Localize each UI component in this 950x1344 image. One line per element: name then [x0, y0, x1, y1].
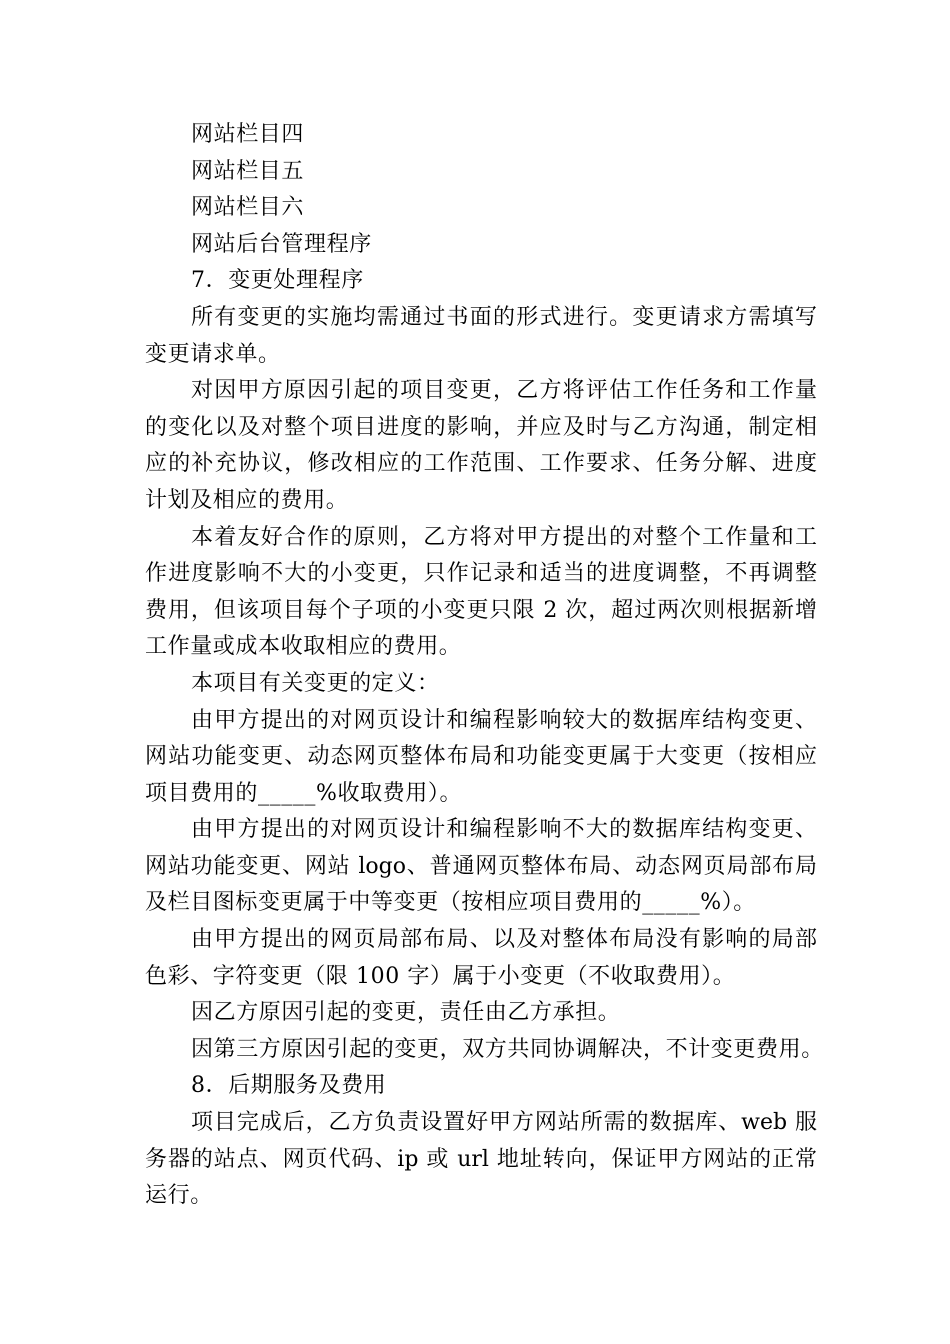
paragraph-line: 色彩、字符变更（限 100 字）属于小变更（不收取费用）。 — [145, 963, 736, 989]
section-heading: 8．后期服务及费用 — [191, 1073, 387, 1099]
paragraph-line: 由甲方提出的对网页设计和编程影响不大的数据库结构变更、 — [191, 817, 817, 843]
text-line: 网站栏目四 — [191, 122, 305, 147]
paragraph-line: 作进度影响不大的小变更，只作记录和适当的进度调整，不再调整 — [145, 561, 817, 587]
paragraph-line: 网站功能变更、动态网页整体布局和功能变更属于大变更（按相应 — [145, 744, 817, 770]
paragraph-line: 务器的站点、网页代码、ip 或 url 地址转向，保证甲方网站的正常 — [145, 1146, 817, 1172]
paragraph-line: 运行。 — [145, 1183, 213, 1209]
paragraph-line: 工作量或成本收取相应的费用。 — [145, 634, 462, 660]
paragraph-line: 由甲方提出的网页局部布局、以及对整体布局没有影响的局部 — [191, 927, 817, 953]
paragraph-line: 因第三方原因引起的变更，双方共同协调解决，不计变更费用。 — [191, 1036, 824, 1062]
paragraph-line: 网站功能变更、网站 logo、普通网页整体布局、动态网页局部布局 — [145, 853, 817, 879]
text-line: 网站后台管理程序 — [191, 231, 372, 257]
paragraph-line: 由甲方提出的对网页设计和编程影响较大的数据库结构变更、 — [191, 707, 817, 733]
paragraph-line: 因乙方原因引起的变更，责任由乙方承担。 — [191, 1000, 621, 1026]
paragraph-line: 及栏目图标变更属于中等变更（按相应项目费用的_____%）。 — [145, 890, 756, 916]
text-line: 网站栏目六 — [191, 195, 305, 221]
paragraph-line: 本着友好合作的原则，乙方将对甲方提出的对整个工作量和工 — [191, 524, 817, 550]
paragraph-line: 本项目有关变更的定义： — [191, 670, 440, 696]
section-heading: 7．变更处理程序 — [191, 268, 364, 294]
paragraph-line: 对因甲方原因引起的项目变更，乙方将评估工作任务和工作量 — [191, 378, 817, 404]
text-line: 网站栏目五 — [191, 158, 305, 184]
paragraph-line: 计划及相应的费用。 — [145, 487, 349, 513]
paragraph-line: 变更请求单。 — [145, 341, 281, 367]
paragraph-line: 费用，但该项目每个子项的小变更只限 2 次，超过两次则根据新增 — [145, 597, 817, 623]
document-body — [145, 117, 824, 1215]
paragraph-line: 项目费用的_____%收取费用）。 — [145, 780, 463, 806]
paragraph-line: 项目完成后，乙方负责设置好甲方网站所需的数据库、web 服 — [191, 1110, 817, 1136]
paragraph-line: 的变化以及对整个项目进度的影响，并应及时与乙方沟通，制定相 — [145, 414, 817, 440]
paragraph-line: 所有变更的实施均需通过书面的形式进行。变更请求方需填写 — [191, 304, 817, 330]
paragraph-line: 应的补充协议，修改相应的工作范围、工作要求、任务分解、进度 — [145, 451, 817, 477]
